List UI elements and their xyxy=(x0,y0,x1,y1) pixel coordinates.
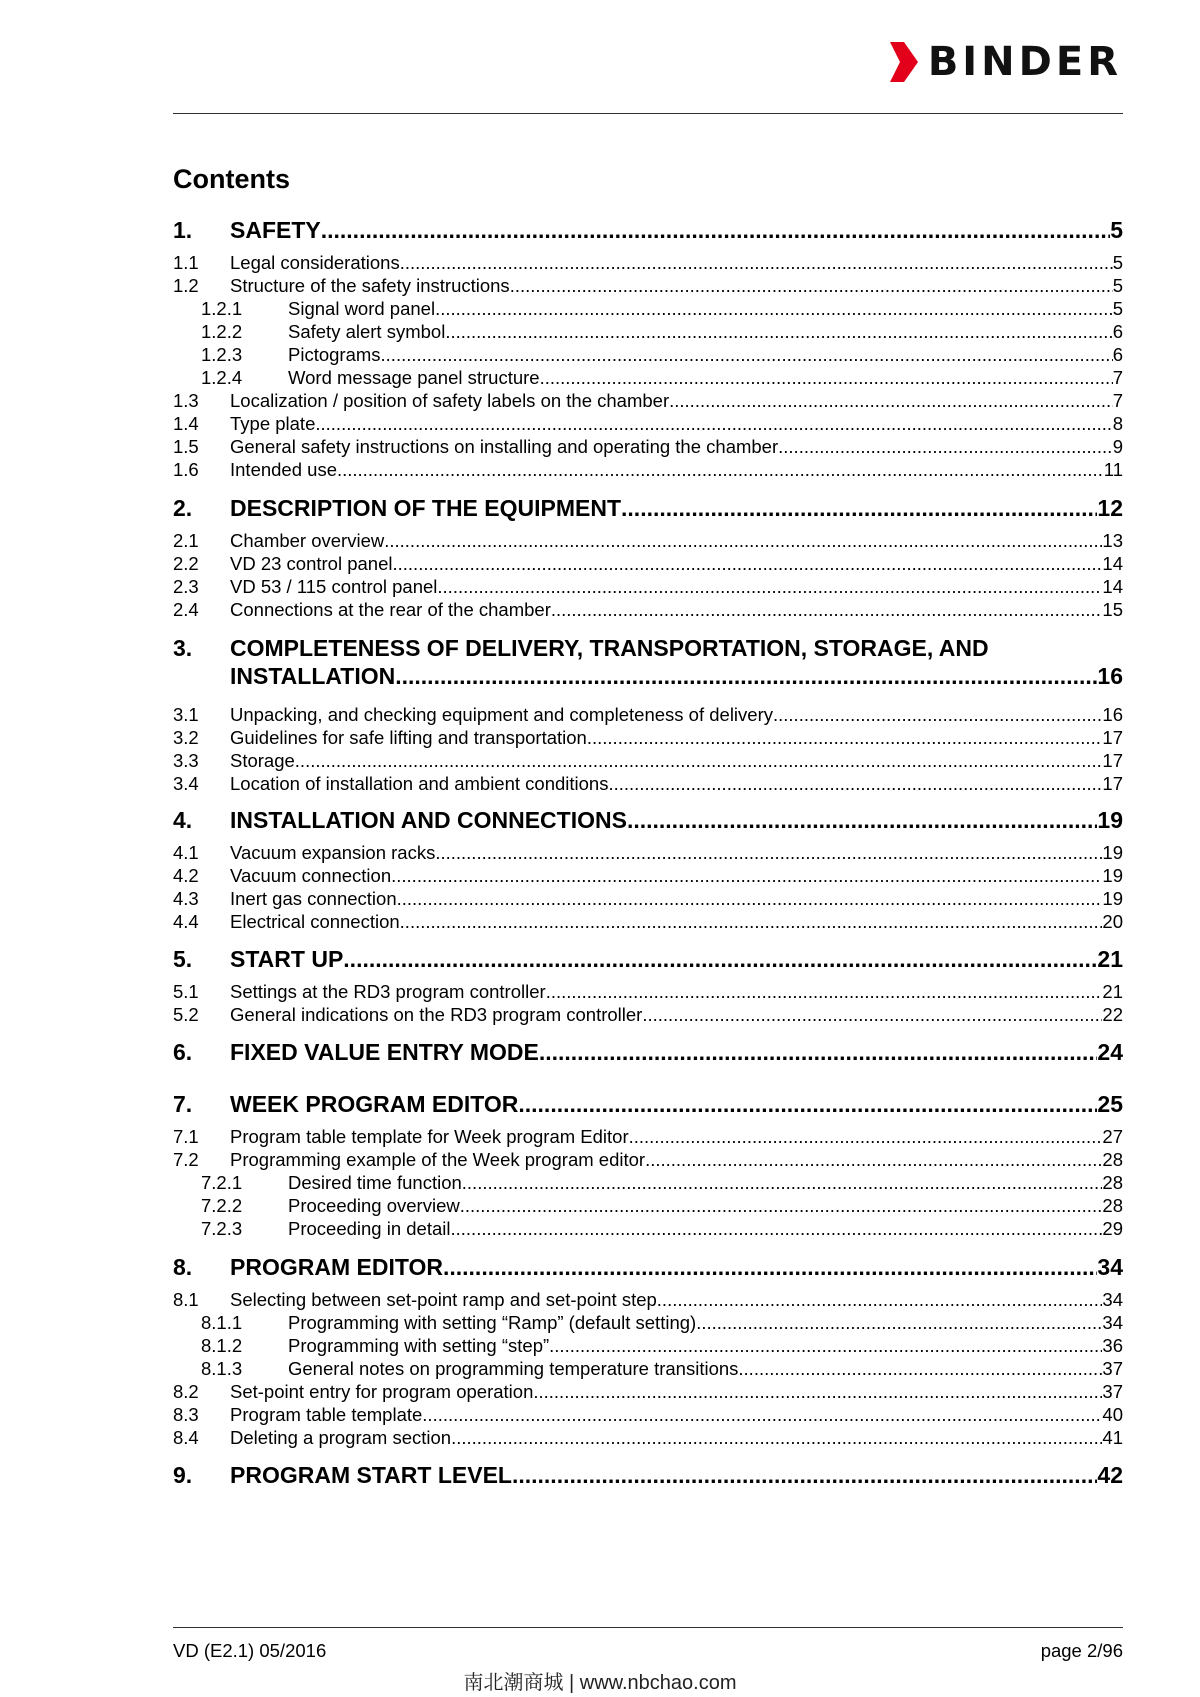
toc-entry-page: 19 xyxy=(1102,888,1123,909)
toc-leader-dots xyxy=(400,910,1103,933)
toc-entry-title: Program table template xyxy=(230,1404,423,1425)
toc-entry-page: 34 xyxy=(1102,1289,1123,1310)
toc-entry-page: 27 xyxy=(1102,1126,1123,1147)
toc-leader-dots xyxy=(443,1253,1097,1281)
toc-entry-level2[interactable] xyxy=(173,887,1123,910)
toc-entry-level2[interactable] xyxy=(173,412,1123,435)
toc-leader-dots xyxy=(391,864,1102,887)
toc-entry-level2[interactable] xyxy=(173,772,1123,795)
toc-leader-dots xyxy=(621,494,1097,522)
toc-entry-level3[interactable] xyxy=(173,320,1123,343)
toc-entry-page: 17 xyxy=(1102,727,1123,748)
toc-leader-dots xyxy=(696,1311,1102,1334)
toc-entry-level2[interactable] xyxy=(173,435,1123,458)
toc-leader-dots xyxy=(518,1090,1097,1118)
toc-entry-number: 8.4 xyxy=(173,1427,199,1448)
toc-entry-page: 36 xyxy=(1102,1335,1123,1356)
toc-entry-page: 12 xyxy=(1097,495,1123,521)
toc-entry-page: 21 xyxy=(1097,946,1123,972)
toc-entry-page: 37 xyxy=(1102,1358,1123,1379)
toc-entry-page: 42 xyxy=(1097,1462,1123,1488)
toc-leader-dots xyxy=(400,251,1113,274)
toc-leader-dots xyxy=(393,552,1103,575)
toc-entry-level2[interactable] xyxy=(173,910,1123,933)
toc-entry-level2[interactable] xyxy=(173,1426,1123,1449)
toc-leader-dots xyxy=(627,806,1097,834)
toc-entry-page: 41 xyxy=(1102,1427,1123,1448)
toc-leader-dots xyxy=(343,945,1097,973)
toc-leader-dots xyxy=(546,980,1103,1003)
toc-entry-title-continued: INSTALLATION xyxy=(230,663,396,689)
toc-leader-dots xyxy=(629,1125,1103,1148)
toc-entry-number: 8.1.3 xyxy=(201,1358,243,1379)
toc-entry-level1[interactable] xyxy=(173,494,1123,522)
toc-entry-title: VD 23 control panel xyxy=(230,553,393,574)
toc-entry-page: 6 xyxy=(1112,344,1123,365)
toc-entry-title: Chamber overview xyxy=(230,530,385,551)
toc-entry-page: 9 xyxy=(1112,436,1123,457)
toc-entry-title: Storage xyxy=(230,750,295,771)
toc-entry-page: 8 xyxy=(1112,413,1123,434)
toc-leader-dots xyxy=(451,1217,1103,1240)
toc-entry-title: Signal word panel xyxy=(288,298,436,319)
toc-entry-number: 6. xyxy=(173,1039,193,1065)
toc-entry-page: 5 xyxy=(1112,275,1123,296)
toc-entry-level3[interactable] xyxy=(173,366,1123,389)
toc-leader-dots xyxy=(397,887,1103,910)
toc-entry-number: 1.2 xyxy=(173,275,199,296)
toc-entry-page: 5 xyxy=(1112,298,1123,319)
watermark: 南北潮商城 | www.nbchao.com xyxy=(463,1672,737,1694)
toc-entry-title: WEEK PROGRAM EDITOR xyxy=(230,1091,519,1117)
toc-entry-number: 1.4 xyxy=(173,413,199,434)
toc-entry-title: General indications on the RD3 program controller xyxy=(230,1004,643,1025)
toc-entry-page: 7 xyxy=(1112,367,1123,388)
toc-entry-line xyxy=(173,634,1123,662)
toc-entry-number: 1.6 xyxy=(173,459,199,480)
toc-entry-page: 28 xyxy=(1102,1172,1123,1193)
toc-entry-page: 20 xyxy=(1102,911,1123,932)
toc-leader-dots xyxy=(337,458,1104,481)
toc-entry-title: Inert gas connection xyxy=(230,888,397,909)
toc-entry-number: 7. xyxy=(173,1091,193,1117)
toc-leader-dots xyxy=(451,1426,1102,1449)
toc-entry-title: FIXED VALUE ENTRY MODE xyxy=(230,1039,539,1065)
toc-entry-level2[interactable] xyxy=(173,1003,1123,1026)
toc-entry-page: 13 xyxy=(1102,530,1123,551)
toc-entry-title: Pictograms xyxy=(288,344,381,365)
toc-leader-dots xyxy=(295,749,1103,772)
toc-entry-title: Proceeding in detail xyxy=(288,1218,451,1239)
toc-entry-level2[interactable] xyxy=(173,864,1123,887)
toc-entry-title: Connections at the rear of the chamber xyxy=(230,599,551,620)
toc-leader-dots xyxy=(422,1403,1102,1426)
toc-entry-title: DESCRIPTION OF THE EQUIPMENT xyxy=(230,495,622,521)
toc-entry-level3[interactable] xyxy=(173,343,1123,366)
toc-entry-level2[interactable] xyxy=(173,1403,1123,1426)
toc-leader-dots xyxy=(445,320,1112,343)
toc-entry-number: 3.2 xyxy=(173,727,199,748)
toc-entry-page: 24 xyxy=(1097,1039,1123,1065)
toc-entry-title: Programming example of the Week program editor xyxy=(230,1149,646,1170)
toc-entry-level2[interactable] xyxy=(173,529,1123,552)
toc-entry-level2[interactable] xyxy=(173,274,1123,297)
toc-entry-number: 5. xyxy=(173,946,193,972)
toc-entry-level2[interactable] xyxy=(173,598,1123,621)
toc-entry-level2[interactable] xyxy=(173,749,1123,772)
toc-entry-number: 4.1 xyxy=(173,842,199,863)
toc-entry-page: 19 xyxy=(1097,807,1123,833)
toc-entry-title: Programming with setting “Ramp” (default setting) xyxy=(288,1312,697,1333)
toc-entry-page: 34 xyxy=(1102,1312,1123,1333)
brand-name: BINDER xyxy=(927,39,1122,85)
toc-leader-dots xyxy=(587,726,1103,749)
toc-entry-level2[interactable] xyxy=(173,458,1123,481)
toc-entry-number: 7.1 xyxy=(173,1126,199,1147)
toc-entry-title: START UP xyxy=(230,946,344,972)
toc-entry-page: 5 xyxy=(1110,217,1123,243)
toc-entry-page: 21 xyxy=(1102,981,1123,1002)
toc-entry-level2[interactable] xyxy=(173,575,1123,598)
toc-entry-title: Programming with setting “step” xyxy=(288,1335,550,1356)
toc-entry-number: 5.1 xyxy=(173,981,199,1002)
toc-entry-page: 5 xyxy=(1112,252,1123,273)
toc-leader-dots xyxy=(395,662,1097,690)
toc-entry-number: 4.2 xyxy=(173,865,199,886)
toc-entry-title: General safety instructions on installing and operating the chamber xyxy=(230,436,779,457)
toc-entry-level1[interactable] xyxy=(173,1090,1123,1118)
toc-entry-number: 4. xyxy=(173,807,193,833)
toc-entry-title: Proceeding overview xyxy=(288,1195,460,1216)
binder-logo xyxy=(890,38,1122,86)
toc-entry-number: 1.1 xyxy=(173,252,199,273)
page-title: Contents xyxy=(173,164,290,194)
toc-leader-dots xyxy=(608,772,1102,795)
toc-entry-title: VD 53 / 115 control panel xyxy=(230,576,438,597)
toc-entry-level2[interactable] xyxy=(173,703,1123,726)
toc-entry-level2[interactable] xyxy=(173,1288,1123,1311)
toc-entry-page: 19 xyxy=(1102,842,1123,863)
toc-entry-page: 7 xyxy=(1112,390,1123,411)
toc-entry-number: 3.1 xyxy=(173,704,199,725)
toc-entry-title: Location of installation and ambient conditions xyxy=(230,773,609,794)
toc-entry-title: Unpacking, and checking equipment and completeness of delivery xyxy=(230,704,773,725)
page-number: page 2/96 xyxy=(1040,1640,1123,1661)
toc-entry-level3[interactable] xyxy=(173,1171,1123,1194)
toc-entry-title: Deleting a program section xyxy=(230,1427,452,1448)
toc-leader-dots xyxy=(462,1171,1103,1194)
toc-entry-level2[interactable] xyxy=(173,841,1123,864)
toc-leader-dots xyxy=(778,435,1113,458)
toc-entry-number: 5.2 xyxy=(173,1004,199,1025)
toc-leader-dots xyxy=(539,1038,1098,1066)
toc-entry-number: 1.3 xyxy=(173,390,199,411)
toc-entry-page: 34 xyxy=(1097,1254,1123,1280)
toc-entry-level2[interactable] xyxy=(173,251,1123,274)
toc-entry-level1[interactable] xyxy=(173,945,1123,973)
toc-leader-dots xyxy=(549,1334,1102,1357)
toc-entry-number: 1.2.2 xyxy=(201,321,243,342)
toc-entry-title: COMPLETENESS OF DELIVERY, TRANSPORTATION, STORAGE, AND xyxy=(230,635,989,661)
toc-entry-number: 1.2.3 xyxy=(201,344,243,365)
toc-entry-title: Intended use xyxy=(230,459,337,480)
toc-entry-level1[interactable] xyxy=(173,634,1123,690)
toc-entry-page: 15 xyxy=(1102,599,1123,620)
toc-leader-dots xyxy=(642,1003,1102,1026)
toc-entry-line xyxy=(173,662,1123,690)
toc-entry-number: 7.2.2 xyxy=(201,1195,243,1216)
toc-leader-dots xyxy=(510,274,1113,297)
toc-entry-level2[interactable] xyxy=(173,726,1123,749)
toc-leader-dots xyxy=(321,216,1110,244)
toc-leader-dots xyxy=(551,598,1103,621)
toc-entry-number: 1. xyxy=(173,217,193,243)
toc-entry-number: 2. xyxy=(173,495,193,521)
toc-leader-dots xyxy=(435,841,1102,864)
toc-entry-title: Vacuum expansion racks xyxy=(230,842,436,863)
toc-leader-dots xyxy=(738,1357,1102,1380)
toc-entry-level1[interactable] xyxy=(173,1253,1123,1281)
toc-entry-level2[interactable] xyxy=(173,1148,1123,1171)
toc-entry-title: Settings at the RD3 program controller xyxy=(230,981,546,1002)
toc-leader-dots xyxy=(381,343,1113,366)
document-version: VD (E2.1) 05/2016 xyxy=(173,1640,327,1661)
toc-entry-level1[interactable] xyxy=(173,806,1123,834)
toc-leader-dots xyxy=(384,529,1102,552)
toc-entry-level3[interactable] xyxy=(173,1334,1123,1357)
toc-entry-level1[interactable] xyxy=(173,216,1123,244)
toc-entry-level1[interactable] xyxy=(173,1461,1123,1489)
toc-leader-dots xyxy=(460,1194,1103,1217)
toc-entry-number: 2.2 xyxy=(173,553,199,574)
toc-entry-number: 1.5 xyxy=(173,436,199,457)
toc-entry-page: 37 xyxy=(1102,1381,1123,1402)
toc-entry-title: Electrical connection xyxy=(230,911,400,932)
toc-entry-number: 8.1.1 xyxy=(201,1312,243,1333)
toc-leader-dots xyxy=(540,366,1113,389)
toc-entry-number: 2.1 xyxy=(173,530,199,551)
toc-entry-page: 29 xyxy=(1102,1218,1123,1239)
footer-divider xyxy=(173,1627,1123,1628)
toc-entry-number: 3.4 xyxy=(173,773,199,794)
toc-entry-number: 7.2 xyxy=(173,1149,199,1170)
toc-entry-number: 1.2.1 xyxy=(201,298,243,319)
toc-entry-title: General notes on programming temperature transitions xyxy=(288,1358,739,1379)
toc-entry-title: Structure of the safety instructions xyxy=(230,275,510,296)
toc-entry-title: INSTALLATION AND CONNECTIONS xyxy=(230,807,627,833)
toc-entry-number: 2.3 xyxy=(173,576,199,597)
toc-leader-dots xyxy=(773,703,1102,726)
toc-entry-title: Type plate xyxy=(230,413,316,434)
toc-entry-title: Word message panel structure xyxy=(288,367,540,388)
toc-entry-title: Program table template for Week program Editor xyxy=(230,1126,629,1147)
toc-entry-level1[interactable] xyxy=(173,1038,1123,1066)
toc-entry-title: Vacuum connection xyxy=(230,865,392,886)
toc-entry-level2[interactable] xyxy=(173,980,1123,1003)
toc-entry-page: 25 xyxy=(1097,1091,1123,1117)
toc-entry-level3[interactable] xyxy=(173,297,1123,320)
toc-entry-page: 16 xyxy=(1097,663,1123,689)
toc-leader-dots xyxy=(657,1288,1103,1311)
header-divider xyxy=(173,113,1123,114)
toc-entry-page: 22 xyxy=(1102,1004,1123,1025)
toc-leader-dots xyxy=(669,389,1113,412)
toc-entry-level3[interactable] xyxy=(173,1311,1123,1334)
toc-leader-dots xyxy=(435,297,1113,320)
toc-entry-number: 9. xyxy=(173,1462,193,1488)
toc-entry-number: 3.3 xyxy=(173,750,199,771)
toc-entry-page: 19 xyxy=(1102,865,1123,886)
binder-logo-arrow-icon xyxy=(890,42,918,82)
toc-entry-title: Selecting between set-point ramp and set-point step xyxy=(230,1289,657,1310)
toc-entry-page: 17 xyxy=(1102,773,1123,794)
toc-entry-page: 28 xyxy=(1102,1195,1123,1216)
toc-leader-dots xyxy=(512,1461,1097,1489)
toc-entry-number: 8.1.2 xyxy=(201,1335,243,1356)
toc-entry-number: 7.2.1 xyxy=(201,1172,243,1193)
toc-leader-dots xyxy=(437,575,1102,598)
toc-entry-title: Localization / position of safety labels on the chamber xyxy=(230,390,670,411)
toc-entry-title: SAFETY xyxy=(230,217,321,243)
toc-entry-level2[interactable] xyxy=(173,1380,1123,1403)
toc-entry-page: 17 xyxy=(1102,750,1123,771)
toc-entry-level3[interactable] xyxy=(173,1217,1123,1240)
toc-entry-number: 8.2 xyxy=(173,1381,199,1402)
toc-entry-number: 3. xyxy=(173,635,193,661)
toc-entry-level3[interactable] xyxy=(173,1357,1123,1380)
toc-entry-page: 14 xyxy=(1102,576,1123,597)
toc-entry-title: Set-point entry for program operation xyxy=(230,1381,534,1402)
toc-entry-level2[interactable] xyxy=(173,389,1123,412)
toc-entry-number: 1.2.4 xyxy=(201,367,243,388)
toc-entry-number: 8.1 xyxy=(173,1289,199,1310)
toc-entry-page: 6 xyxy=(1112,321,1123,342)
toc-entry-page: 16 xyxy=(1102,704,1123,725)
toc-entry-number: 4.3 xyxy=(173,888,199,909)
toc-entry-number: 2.4 xyxy=(173,599,199,620)
toc-entry-page: 28 xyxy=(1102,1149,1123,1170)
toc-entry-title: Desired time function xyxy=(288,1172,462,1193)
toc-entry-title: Legal considerations xyxy=(230,252,400,273)
toc-entry-page: 14 xyxy=(1102,553,1123,574)
toc-entry-title: PROGRAM START LEVEL xyxy=(230,1462,512,1488)
toc-entry-level3[interactable] xyxy=(173,1194,1123,1217)
toc-entry-number: 7.2.3 xyxy=(201,1218,243,1239)
toc-entry-title: PROGRAM EDITOR xyxy=(230,1254,443,1280)
toc-leader-dots xyxy=(533,1380,1102,1403)
toc-entry-page: 11 xyxy=(1103,459,1123,480)
toc-entry-title: Guidelines for safe lifting and transportation xyxy=(230,727,587,748)
toc-entry-number: 8.3 xyxy=(173,1404,199,1425)
toc-leader-dots xyxy=(645,1148,1102,1171)
toc-entry-number: 8. xyxy=(173,1254,193,1280)
toc-leader-dots xyxy=(315,412,1112,435)
toc-entry-page: 40 xyxy=(1102,1404,1123,1425)
toc-entry-title: Safety alert symbol xyxy=(288,321,446,342)
toc-entry-level2[interactable] xyxy=(173,1125,1123,1148)
toc-entry-number: 4.4 xyxy=(173,911,199,932)
toc-entry-level2[interactable] xyxy=(173,552,1123,575)
